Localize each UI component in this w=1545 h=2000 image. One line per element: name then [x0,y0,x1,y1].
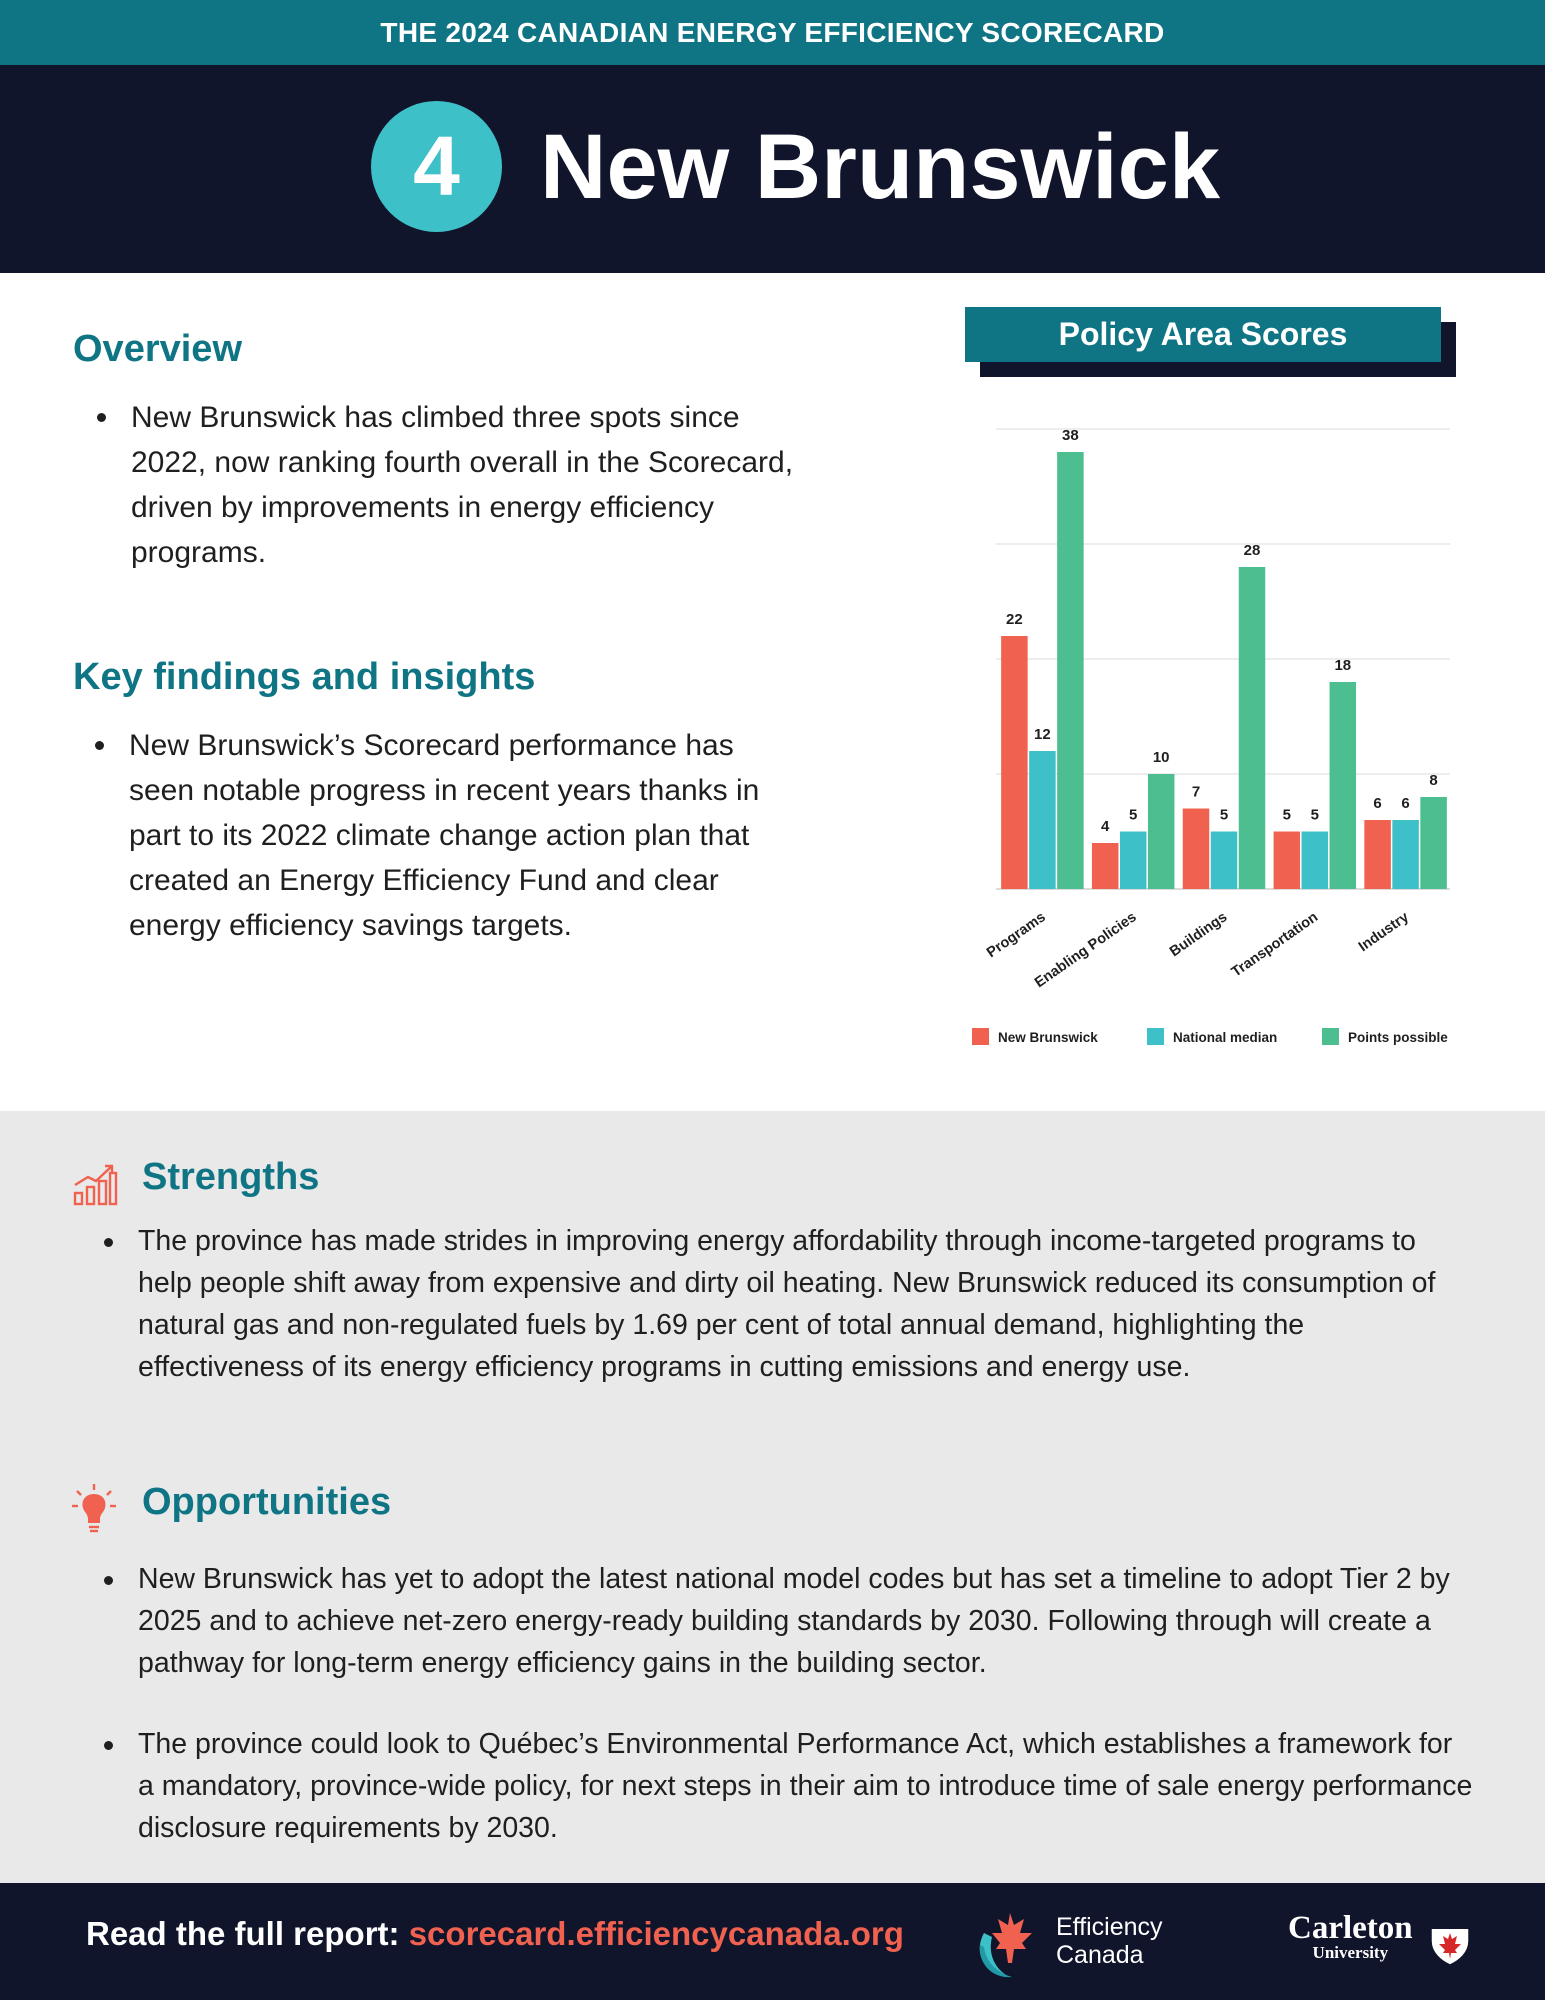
category-label: Buildings [1167,909,1231,961]
legend-label: National median [1173,1030,1278,1045]
data-label: 5 [1219,806,1229,824]
rank-badge [371,101,502,232]
bar [1239,567,1266,889]
category-label: Programs [984,909,1049,962]
strengths-opportunities-panel [0,1111,1545,1883]
growth-chart-icon [72,1161,118,1207]
footer-read-label: Read the full report: [86,1915,400,1952]
chart-title-text: Policy Area Scores [1058,316,1348,352]
key-findings-title: Key findings and insights [73,656,536,698]
footer-read-text [86,1915,904,1953]
efficiency-canada-line2: Canada [1056,1941,1144,1969]
rank-number: 4 [413,119,460,213]
bar [1364,820,1391,889]
category-label: Industry [1355,909,1412,956]
carleton-shield-icon [1428,1917,1472,1967]
bar [1211,832,1238,890]
opportunities-bullet-2: The province could look to Québec’s Environmental Performance Act, which establishes a framework for a mandatory, province-wide policy, for next steps in their aim to introduce time of sale energy performance disclosure requirements by 2030. [138,1723,1473,1849]
province-name: New Brunswick [540,116,1220,218]
data-label: 12 [1034,726,1051,743]
data-label: 5 [1129,806,1138,824]
scorecard-banner [0,0,1545,65]
data-label: 38 [1062,427,1079,444]
efficiency-canada-line1: Efficiency [1056,1913,1163,1941]
bar [1120,832,1147,890]
bar [1183,809,1210,890]
opportunities-title: Opportunities [142,1481,392,1523]
data-label: 5 [1282,806,1291,824]
bar [1057,452,1084,889]
footer [0,1883,1545,2000]
data-label: 18 [1334,657,1352,674]
strengths-title: Strengths [142,1156,320,1198]
carleton-sub: University [1312,1943,1389,1962]
legend-swatch [972,1028,989,1045]
data-label: 4 [1101,818,1110,835]
bar [1274,832,1301,890]
data-label: 28 [1243,542,1261,559]
efficiency-canada-logo-icon [970,1903,1050,1983]
key-findings-bullet: New Brunswick’s Scorecard performance has seen notable progress in recent years thanks in part to its 2022 climate change action plan that created an Energy Efficiency Fund and clear energy efficiency savings targets. [129,723,789,948]
bar [1392,820,1419,889]
legend-swatch [1147,1028,1164,1045]
bar [1302,832,1329,890]
bar [1029,751,1056,889]
data-label: 7 [1191,783,1201,801]
efficiency-canada-wordmark [1056,1913,1163,1969]
data-label: 6 [1401,795,1410,812]
data-label: 22 [1006,611,1023,628]
carleton-wordmark [1288,1910,1413,1963]
category-label: Enabling Policies [1031,909,1140,992]
chart-title [965,307,1441,362]
province-header [0,65,1545,273]
carleton-name: Carleton [1288,1910,1413,1946]
legend-swatch [1322,1028,1339,1045]
data-label: 5 [1310,806,1319,824]
category-label: Transportation [1228,909,1322,981]
data-label: 10 [1152,749,1170,766]
overview-title: Overview [73,328,242,370]
opportunities-bullet-1: New Brunswick has yet to adopt the latest national model codes but has set a timeline to adopt Tier 2 by 2025 and to achieve net-zero energy-ready building standards by 2030. Following through will create a pathway for long-term energy efficiency gains in the building sector. [138,1558,1473,1684]
bar [1148,774,1175,889]
bar [1092,843,1119,889]
report-link[interactable]: scorecard.efficiencycanada.org [408,1915,904,1952]
legend-label: New Brunswick [998,1030,1098,1045]
lightbulb-icon [72,1483,116,1533]
bar [1001,636,1028,889]
scorecard-title: THE 2024 CANADIAN ENERGY EFFICIENCY SCORECARD [380,16,1165,48]
strengths-bullet: The province has made strides in improving energy affordability through income-targeted programs to help people shift away from expensive and dirty oil heating. New Brunswick reduced its consumption of natural gas and non-regulated fuels by 1.69 per cent of total annual demand, highlighting the effectiveness of its energy efficiency programs in cutting emissions and energy use. [138,1220,1473,1388]
legend-label: Points possible [1348,1030,1448,1045]
overview-bullet: New Brunswick has climbed three spots since 2022, now ranking fourth overall in the Scorecard, driven by improvements in energy efficiency programs. [131,395,821,575]
data-label: 8 [1429,772,1438,789]
policy-area-bar-chart [960,410,1460,1070]
bar [1420,797,1447,889]
data-label: 6 [1373,795,1382,812]
bar [1330,682,1357,889]
